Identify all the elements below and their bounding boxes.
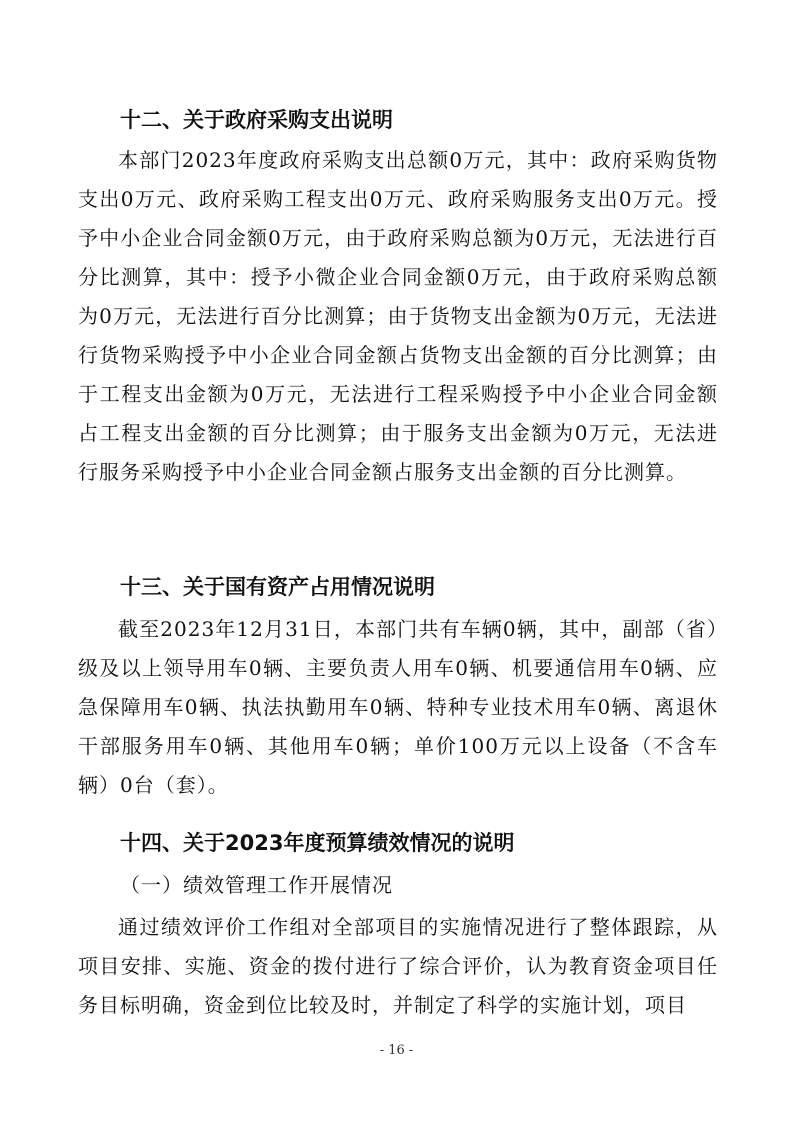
- section-heading-performance: 十四、关于2023年度预算绩效情况的说明: [120, 831, 515, 855]
- section-heading-assets: 十三、关于国有资产占用情况说明: [120, 575, 435, 599]
- section-heading-procurement: 十二、关于政府采购支出说明: [120, 108, 393, 132]
- page-number: - 16 -: [379, 1043, 414, 1058]
- subsection-heading-performance-management: （一）绩效管理工作开展情况: [120, 873, 393, 897]
- paragraph-procurement: 本部门2023年度政府采购支出总额0万元，其中：政府采购货物支出0万元、政府采购工程支出0万元、政府采购服务支出0万元。授予中小企业合同金额0万元，由于政府采购总额为0万元，无法进行百分比测算，其中：授予小微企业合同金额0万元，由于政府采购总额为0万元，无法进行百分比测算；由于货物支出金额为0万元，无法进行货物采购授予中小企业合同金额占货物支出金额的百分比测算；由于工程支出金额为0万元，无法进行工程采购授予中小企业合同金额占工程支出金额的百分比测算；由于服务支出金额为0万元，无法进行服务采购授予中小企业合同金额占服务支出金额的百分比测算。: [78, 148, 718, 484]
- paragraph-performance: 通过绩效评价工作组对全部项目的实施情况进行了整体跟踪，从项目安排、实施、资金的拨付进行了综合评价，认为教育资金项目任务目标明确，资金到位比较及时，并制定了科学的实施计划，项目: [78, 915, 718, 1017]
- paragraph-assets: 截至2023年12月31日，本部门共有车辆0辆，其中，副部（省）级及以上领导用车0辆、主要负责人用车0辆、机要通信用车0辆、应急保障用车0辆、执法执勤用车0辆、特种专业技术用车0辆、离退休干部服务用车0辆、其他用车0辆；单价100万元以上设备（不含车辆）0台（套）。: [78, 617, 718, 797]
